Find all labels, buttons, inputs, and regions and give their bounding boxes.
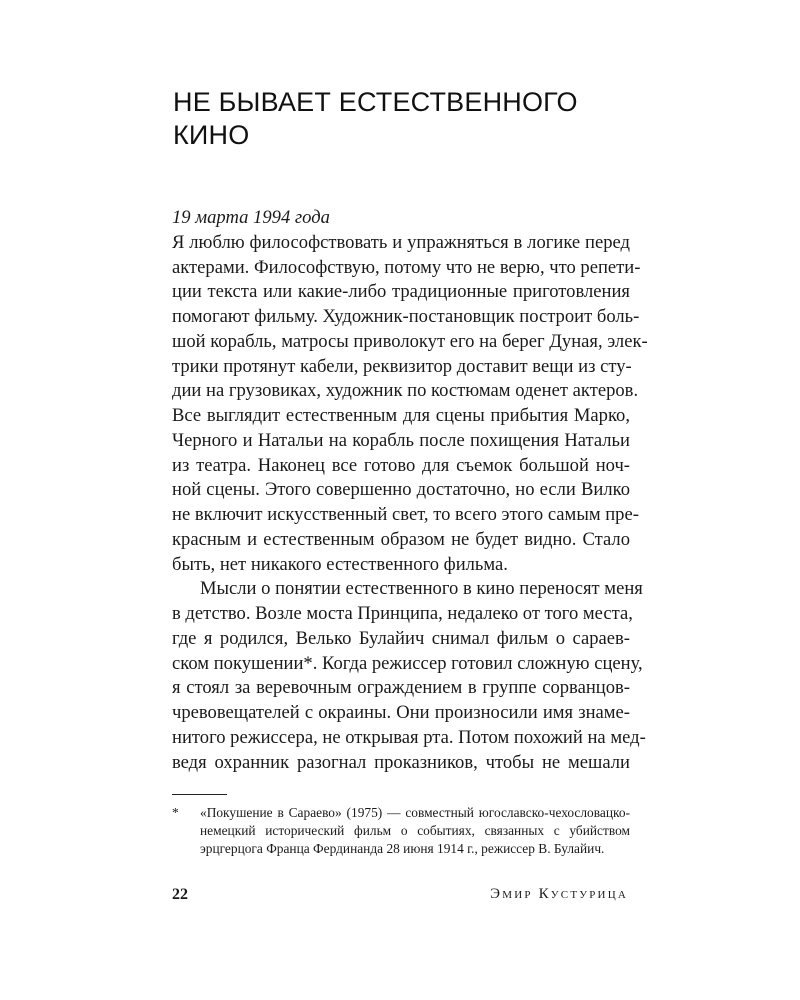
text-line: не включит искусственный свет, то всего этого самым пре- [172,504,639,525]
running-head-author: Эмир Кустурица [490,886,628,902]
text-line: ском покушении*. Когда режиссер готовил сложную сцену, [172,652,643,674]
text-line: актерами. Философствую, потому что не верю, что репети- [172,256,641,278]
text-line: чревовещателей с окраины. Они произносили имя знаме- [172,702,630,723]
text-line: где я родился, Велько Булайич снимал фильм о сараев- [172,627,630,649]
text-line: в детство. Возле моста Принципа, недалеко от того места, [172,603,633,624]
text-line: дии на грузовиках, художник по костюмам оденет актеров. [172,380,639,402]
text-line: трики протянут кабели, реквизитор доставит вещи из сту- [172,355,632,377]
footnote-line: немецкий исторический фильм о событиях, связанных с убийством [200,823,630,838]
footnote-divider [172,794,227,795]
text-line: быть, нет никакого естественного фильма. [172,553,508,575]
text-line: Мысли о понятии естественного в кино переносят меня [200,578,643,600]
text-line: помогают фильму. Художник-постановщик построит боль- [172,306,640,327]
text-line: ной сцены. Этого совершенно достаточно, но если Вилко [172,479,630,501]
chapter-title [173,86,643,152]
text-line: ведя охранник разогнал проказников, чтобы не мешали [172,751,630,773]
entry-date: 19 марта 1994 года [172,207,330,228]
text-line: шой корабль, матросы приволокут его на берег Дуная, элек- [172,330,648,352]
text-line: Я люблю философствовать и упражняться в логике перед [172,231,630,253]
chapter-title-line: КИНО [173,120,250,150]
footnote-marker: * [172,805,179,820]
page-number: 22 [172,886,188,903]
body-text [172,206,648,775]
text-line: из театра. Наконец все готово для съемок большой ноч- [172,454,630,476]
footnote [172,804,630,858]
footnote-line: эрцгерцога Франца Фердинанда 28 июня 1914 г., режиссер В. Булайич. [200,841,605,856]
chapter-title-line: НЕ БЫВАЕТ ЕСТЕСТВЕННОГО [173,87,578,117]
text-line: я стоял за веревочным ограждением в группе сорванцов- [172,677,630,699]
text-line: красным и естественным образом не будет видно. Стало [172,528,630,550]
footnote-line: «Покушение в Сараево» (1975) — совместный югославско-чехословацко- [200,805,630,820]
text-line: Черного и Натальи на корабль после похищения Натальи [172,429,630,451]
text-line: нитого режиссера, не открывая рта. Потом похожий на мед- [172,726,646,748]
text-line: Все выглядит естественным для сцены прибытия Марко, [172,405,630,426]
text-line: ции текста или какие-либо традиционные приготовления [172,281,630,303]
